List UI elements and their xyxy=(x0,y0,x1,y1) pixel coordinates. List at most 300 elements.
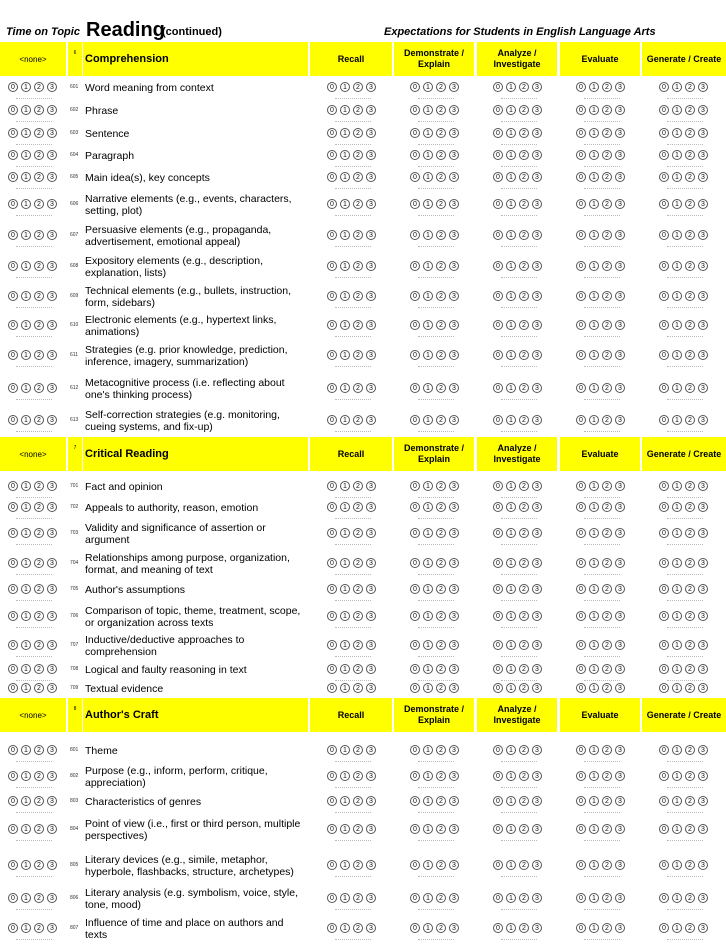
rating-option[interactable]: 2 xyxy=(34,150,44,160)
rating-option[interactable]: 2 xyxy=(602,771,612,781)
rating-option[interactable]: 0 xyxy=(493,150,503,160)
rating-option[interactable]: 0 xyxy=(659,150,669,160)
rating-option[interactable]: 1 xyxy=(423,923,433,933)
rating-option[interactable]: 3 xyxy=(47,528,57,538)
rating-option[interactable]: 1 xyxy=(423,824,433,834)
rating-option[interactable]: 3 xyxy=(449,350,459,360)
rating-option[interactable]: 2 xyxy=(519,923,529,933)
rating-option[interactable]: 3 xyxy=(698,105,708,115)
rating-option[interactable]: 3 xyxy=(532,584,542,594)
rating-option[interactable]: 0 xyxy=(410,923,420,933)
rating-option[interactable]: 2 xyxy=(602,683,612,693)
rating-option[interactable]: 2 xyxy=(602,481,612,491)
rating-option[interactable]: 1 xyxy=(506,664,516,674)
rating-option[interactable]: 0 xyxy=(8,683,18,693)
rating-option[interactable]: 2 xyxy=(34,320,44,330)
rating-option[interactable]: 2 xyxy=(602,383,612,393)
rating-option[interactable]: 1 xyxy=(423,291,433,301)
rating-option[interactable]: 1 xyxy=(506,502,516,512)
rating-option[interactable]: 1 xyxy=(506,415,516,425)
rating-option[interactable]: 2 xyxy=(353,502,363,512)
rating-option[interactable]: 0 xyxy=(8,923,18,933)
rating-option[interactable]: 3 xyxy=(532,350,542,360)
rating-option[interactable]: 2 xyxy=(436,860,446,870)
rating-option[interactable]: 2 xyxy=(519,230,529,240)
rating-option[interactable]: 1 xyxy=(506,105,516,115)
rating-option[interactable]: 0 xyxy=(410,105,420,115)
rating-option[interactable]: 1 xyxy=(21,893,31,903)
rating-option[interactable]: 1 xyxy=(672,383,682,393)
rating-option[interactable]: 2 xyxy=(353,824,363,834)
rating-option[interactable]: 1 xyxy=(423,150,433,160)
rating-option[interactable]: 2 xyxy=(34,860,44,870)
rating-option[interactable]: 3 xyxy=(366,291,376,301)
rating-option[interactable]: 1 xyxy=(423,320,433,330)
rating-option[interactable]: 2 xyxy=(685,796,695,806)
rating-option[interactable]: 1 xyxy=(21,664,31,674)
rating-option[interactable]: 0 xyxy=(327,893,337,903)
rating-option[interactable]: 2 xyxy=(602,611,612,621)
rating-option[interactable]: 2 xyxy=(602,261,612,271)
rating-option[interactable]: 1 xyxy=(506,150,516,160)
rating-option[interactable]: 1 xyxy=(589,150,599,160)
rating-option[interactable]: 1 xyxy=(423,771,433,781)
rating-option[interactable]: 0 xyxy=(410,320,420,330)
rating-option[interactable]: 1 xyxy=(340,528,350,538)
rating-option[interactable]: 2 xyxy=(685,350,695,360)
rating-option[interactable]: 2 xyxy=(602,320,612,330)
rating-option[interactable]: 2 xyxy=(519,611,529,621)
rating-option[interactable]: 1 xyxy=(423,860,433,870)
rating-option[interactable]: 0 xyxy=(493,611,503,621)
rating-option[interactable]: 0 xyxy=(410,230,420,240)
rating-option[interactable]: 2 xyxy=(685,640,695,650)
rating-option[interactable]: 2 xyxy=(602,796,612,806)
rating-option[interactable]: 0 xyxy=(493,771,503,781)
rating-option[interactable]: 3 xyxy=(47,584,57,594)
rating-option[interactable]: 1 xyxy=(506,860,516,870)
rating-option[interactable]: 0 xyxy=(327,502,337,512)
rating-option[interactable]: 1 xyxy=(589,291,599,301)
rating-option[interactable]: 3 xyxy=(47,150,57,160)
rating-option[interactable]: 1 xyxy=(672,415,682,425)
rating-option[interactable]: 1 xyxy=(672,745,682,755)
rating-option[interactable]: 2 xyxy=(602,923,612,933)
rating-option[interactable]: 0 xyxy=(493,824,503,834)
rating-option[interactable]: 1 xyxy=(589,199,599,209)
rating-option[interactable]: 1 xyxy=(340,824,350,834)
rating-option[interactable]: 3 xyxy=(449,383,459,393)
rating-option[interactable]: 3 xyxy=(532,611,542,621)
rating-option[interactable]: 2 xyxy=(353,683,363,693)
rating-option[interactable]: 3 xyxy=(47,291,57,301)
rating-option[interactable]: 2 xyxy=(436,415,446,425)
rating-option[interactable]: 2 xyxy=(34,893,44,903)
rating-option[interactable]: 2 xyxy=(34,528,44,538)
rating-option[interactable]: 2 xyxy=(685,230,695,240)
rating-option[interactable]: 2 xyxy=(436,745,446,755)
rating-option[interactable]: 0 xyxy=(8,350,18,360)
rating-option[interactable]: 2 xyxy=(34,261,44,271)
rating-option[interactable]: 0 xyxy=(327,291,337,301)
rating-option[interactable]: 0 xyxy=(493,893,503,903)
rating-option[interactable]: 2 xyxy=(353,481,363,491)
rating-option[interactable]: 2 xyxy=(602,291,612,301)
rating-option[interactable]: 3 xyxy=(615,128,625,138)
rating-option[interactable]: 1 xyxy=(506,528,516,538)
rating-option[interactable]: 3 xyxy=(532,796,542,806)
rating-option[interactable]: 3 xyxy=(698,383,708,393)
rating-option[interactable]: 0 xyxy=(659,528,669,538)
rating-option[interactable]: 0 xyxy=(576,415,586,425)
rating-option[interactable]: 2 xyxy=(353,105,363,115)
rating-option[interactable]: 1 xyxy=(340,320,350,330)
rating-option[interactable]: 0 xyxy=(327,528,337,538)
rating-option[interactable]: 3 xyxy=(698,611,708,621)
rating-option[interactable]: 2 xyxy=(353,771,363,781)
rating-option[interactable]: 2 xyxy=(685,664,695,674)
rating-option[interactable]: 1 xyxy=(21,199,31,209)
rating-option[interactable]: 2 xyxy=(436,383,446,393)
rating-option[interactable]: 2 xyxy=(602,860,612,870)
rating-option[interactable]: 2 xyxy=(685,172,695,182)
rating-option[interactable]: 1 xyxy=(340,860,350,870)
rating-option[interactable]: 3 xyxy=(366,230,376,240)
rating-option[interactable]: 0 xyxy=(327,105,337,115)
rating-option[interactable]: 1 xyxy=(423,415,433,425)
rating-option[interactable]: 0 xyxy=(493,923,503,933)
rating-option[interactable]: 3 xyxy=(698,640,708,650)
rating-option[interactable]: 2 xyxy=(685,771,695,781)
rating-option[interactable]: 2 xyxy=(602,230,612,240)
rating-option[interactable]: 1 xyxy=(506,82,516,92)
rating-option[interactable]: 2 xyxy=(436,199,446,209)
rating-option[interactable]: 0 xyxy=(659,640,669,650)
rating-option[interactable]: 2 xyxy=(602,199,612,209)
rating-option[interactable]: 0 xyxy=(8,199,18,209)
rating-option[interactable]: 1 xyxy=(672,860,682,870)
rating-option[interactable]: 3 xyxy=(366,824,376,834)
rating-option[interactable]: 3 xyxy=(615,640,625,650)
rating-option[interactable]: 3 xyxy=(366,128,376,138)
rating-option[interactable]: 2 xyxy=(685,199,695,209)
rating-option[interactable]: 0 xyxy=(493,230,503,240)
rating-option[interactable]: 0 xyxy=(327,683,337,693)
rating-option[interactable]: 1 xyxy=(423,584,433,594)
rating-option[interactable]: 2 xyxy=(436,640,446,650)
rating-option[interactable]: 1 xyxy=(672,128,682,138)
rating-option[interactable]: 2 xyxy=(519,383,529,393)
rating-option[interactable]: 1 xyxy=(589,824,599,834)
rating-option[interactable]: 1 xyxy=(506,923,516,933)
rating-option[interactable]: 3 xyxy=(615,745,625,755)
rating-option[interactable]: 3 xyxy=(449,150,459,160)
rating-option[interactable]: 3 xyxy=(449,528,459,538)
rating-option[interactable]: 3 xyxy=(449,415,459,425)
rating-option[interactable]: 1 xyxy=(423,528,433,538)
rating-option[interactable]: 1 xyxy=(672,558,682,568)
rating-option[interactable]: 0 xyxy=(410,893,420,903)
rating-option[interactable]: 3 xyxy=(449,893,459,903)
rating-option[interactable]: 0 xyxy=(327,230,337,240)
rating-option[interactable]: 3 xyxy=(47,796,57,806)
rating-option[interactable]: 1 xyxy=(589,82,599,92)
rating-option[interactable]: 1 xyxy=(589,128,599,138)
rating-option[interactable]: 0 xyxy=(410,860,420,870)
rating-option[interactable]: 1 xyxy=(21,415,31,425)
rating-option[interactable]: 2 xyxy=(353,893,363,903)
rating-option[interactable]: 1 xyxy=(21,230,31,240)
rating-option[interactable]: 3 xyxy=(698,350,708,360)
rating-option[interactable]: 3 xyxy=(532,320,542,330)
rating-option[interactable]: 1 xyxy=(21,771,31,781)
rating-option[interactable]: 2 xyxy=(519,172,529,182)
rating-option[interactable]: 0 xyxy=(493,745,503,755)
rating-option[interactable]: 0 xyxy=(576,923,586,933)
rating-option[interactable]: 2 xyxy=(353,230,363,240)
rating-option[interactable]: 3 xyxy=(698,893,708,903)
rating-option[interactable]: 3 xyxy=(449,664,459,674)
rating-option[interactable]: 2 xyxy=(436,502,446,512)
rating-option[interactable]: 3 xyxy=(449,82,459,92)
rating-option[interactable]: 3 xyxy=(615,383,625,393)
rating-option[interactable]: 0 xyxy=(576,796,586,806)
rating-option[interactable]: 0 xyxy=(576,893,586,903)
rating-option[interactable]: 1 xyxy=(506,261,516,271)
rating-option[interactable]: 0 xyxy=(8,172,18,182)
rating-option[interactable]: 2 xyxy=(685,584,695,594)
rating-option[interactable]: 2 xyxy=(519,584,529,594)
rating-option[interactable]: 3 xyxy=(532,291,542,301)
rating-option[interactable]: 1 xyxy=(506,128,516,138)
rating-option[interactable]: 2 xyxy=(519,640,529,650)
rating-option[interactable]: 2 xyxy=(685,923,695,933)
rating-option[interactable]: 3 xyxy=(615,796,625,806)
rating-option[interactable]: 3 xyxy=(366,320,376,330)
rating-option[interactable]: 3 xyxy=(366,105,376,115)
rating-option[interactable]: 0 xyxy=(8,558,18,568)
rating-option[interactable]: 3 xyxy=(698,860,708,870)
rating-option[interactable]: 0 xyxy=(659,664,669,674)
rating-option[interactable]: 2 xyxy=(685,683,695,693)
rating-option[interactable]: 2 xyxy=(353,261,363,271)
rating-option[interactable]: 0 xyxy=(493,415,503,425)
rating-option[interactable]: 3 xyxy=(532,415,542,425)
rating-option[interactable]: 3 xyxy=(615,923,625,933)
rating-option[interactable]: 0 xyxy=(659,199,669,209)
rating-option[interactable]: 2 xyxy=(34,796,44,806)
rating-option[interactable]: 3 xyxy=(698,584,708,594)
rating-option[interactable]: 1 xyxy=(672,82,682,92)
rating-option[interactable]: 2 xyxy=(519,824,529,834)
rating-option[interactable]: 2 xyxy=(436,923,446,933)
rating-option[interactable]: 0 xyxy=(576,199,586,209)
rating-option[interactable]: 1 xyxy=(21,502,31,512)
rating-option[interactable]: 0 xyxy=(410,796,420,806)
rating-option[interactable]: 3 xyxy=(449,611,459,621)
rating-option[interactable]: 1 xyxy=(672,824,682,834)
rating-option[interactable]: 1 xyxy=(506,199,516,209)
rating-option[interactable]: 2 xyxy=(602,128,612,138)
rating-option[interactable]: 2 xyxy=(602,640,612,650)
rating-option[interactable]: 2 xyxy=(685,261,695,271)
rating-option[interactable]: 0 xyxy=(410,172,420,182)
rating-option[interactable]: 1 xyxy=(589,320,599,330)
rating-option[interactable]: 3 xyxy=(47,383,57,393)
rating-option[interactable]: 3 xyxy=(532,683,542,693)
rating-option[interactable]: 0 xyxy=(576,860,586,870)
rating-option[interactable]: 1 xyxy=(423,383,433,393)
rating-option[interactable]: 1 xyxy=(21,350,31,360)
rating-option[interactable]: 1 xyxy=(423,199,433,209)
rating-option[interactable]: 0 xyxy=(493,528,503,538)
rating-option[interactable]: 0 xyxy=(659,923,669,933)
rating-option[interactable]: 3 xyxy=(532,745,542,755)
rating-option[interactable]: 2 xyxy=(436,350,446,360)
rating-option[interactable]: 0 xyxy=(493,320,503,330)
rating-option[interactable]: 1 xyxy=(21,824,31,834)
rating-option[interactable]: 0 xyxy=(493,128,503,138)
rating-option[interactable]: 3 xyxy=(366,82,376,92)
rating-option[interactable]: 0 xyxy=(327,860,337,870)
rating-option[interactable]: 3 xyxy=(615,291,625,301)
rating-option[interactable]: 1 xyxy=(589,584,599,594)
rating-option[interactable]: 1 xyxy=(672,230,682,240)
rating-option[interactable]: 1 xyxy=(21,640,31,650)
rating-option[interactable]: 1 xyxy=(340,683,350,693)
rating-option[interactable]: 0 xyxy=(659,320,669,330)
rating-option[interactable]: 3 xyxy=(615,860,625,870)
rating-option[interactable]: 3 xyxy=(366,502,376,512)
rating-option[interactable]: 2 xyxy=(34,824,44,834)
rating-option[interactable]: 0 xyxy=(327,611,337,621)
rating-option[interactable]: 1 xyxy=(589,502,599,512)
rating-option[interactable]: 1 xyxy=(423,558,433,568)
rating-option[interactable]: 3 xyxy=(366,860,376,870)
rating-option[interactable]: 3 xyxy=(47,683,57,693)
rating-option[interactable]: 0 xyxy=(493,640,503,650)
rating-option[interactable]: 2 xyxy=(34,291,44,301)
rating-option[interactable]: 2 xyxy=(519,664,529,674)
rating-option[interactable]: 0 xyxy=(493,860,503,870)
rating-option[interactable]: 1 xyxy=(21,796,31,806)
rating-option[interactable]: 2 xyxy=(685,82,695,92)
rating-option[interactable]: 0 xyxy=(576,664,586,674)
rating-option[interactable]: 2 xyxy=(353,611,363,621)
rating-option[interactable]: 3 xyxy=(47,640,57,650)
rating-option[interactable]: 0 xyxy=(327,771,337,781)
rating-option[interactable]: 3 xyxy=(47,481,57,491)
rating-option[interactable]: 1 xyxy=(423,82,433,92)
rating-option[interactable]: 2 xyxy=(436,230,446,240)
rating-option[interactable]: 3 xyxy=(532,172,542,182)
rating-option[interactable]: 1 xyxy=(672,105,682,115)
rating-option[interactable]: 3 xyxy=(47,558,57,568)
rating-option[interactable]: 0 xyxy=(8,502,18,512)
rating-option[interactable]: 3 xyxy=(532,383,542,393)
rating-option[interactable]: 3 xyxy=(47,611,57,621)
rating-option[interactable]: 3 xyxy=(47,824,57,834)
rating-option[interactable]: 3 xyxy=(449,584,459,594)
rating-option[interactable]: 0 xyxy=(576,584,586,594)
rating-option[interactable]: 0 xyxy=(659,860,669,870)
rating-option[interactable]: 3 xyxy=(47,172,57,182)
rating-option[interactable]: 2 xyxy=(685,860,695,870)
rating-option[interactable]: 3 xyxy=(47,415,57,425)
rating-option[interactable]: 0 xyxy=(327,481,337,491)
rating-option[interactable]: 0 xyxy=(410,771,420,781)
rating-option[interactable]: 2 xyxy=(602,745,612,755)
rating-option[interactable]: 1 xyxy=(340,82,350,92)
rating-option[interactable]: 2 xyxy=(436,611,446,621)
rating-option[interactable]: 2 xyxy=(353,745,363,755)
rating-option[interactable]: 1 xyxy=(423,261,433,271)
rating-option[interactable]: 0 xyxy=(576,128,586,138)
rating-option[interactable]: 3 xyxy=(698,683,708,693)
rating-option[interactable]: 0 xyxy=(410,415,420,425)
rating-option[interactable]: 2 xyxy=(436,771,446,781)
rating-option[interactable]: 0 xyxy=(410,528,420,538)
rating-option[interactable]: 3 xyxy=(366,415,376,425)
rating-option[interactable]: 2 xyxy=(602,584,612,594)
rating-option[interactable]: 2 xyxy=(353,320,363,330)
rating-option[interactable]: 2 xyxy=(34,923,44,933)
rating-option[interactable]: 0 xyxy=(576,230,586,240)
rating-option[interactable]: 3 xyxy=(366,745,376,755)
rating-option[interactable]: 2 xyxy=(602,664,612,674)
rating-option[interactable]: 2 xyxy=(34,415,44,425)
rating-option[interactable]: 2 xyxy=(519,128,529,138)
rating-option[interactable]: 3 xyxy=(47,105,57,115)
rating-option[interactable]: 2 xyxy=(519,199,529,209)
rating-option[interactable]: 3 xyxy=(532,502,542,512)
rating-option[interactable]: 2 xyxy=(436,893,446,903)
rating-option[interactable]: 1 xyxy=(672,291,682,301)
rating-option[interactable]: 1 xyxy=(423,105,433,115)
rating-option[interactable]: 1 xyxy=(589,745,599,755)
rating-option[interactable]: 3 xyxy=(366,611,376,621)
rating-option[interactable]: 0 xyxy=(659,415,669,425)
rating-option[interactable]: 2 xyxy=(34,558,44,568)
rating-option[interactable]: 0 xyxy=(8,771,18,781)
rating-option[interactable]: 3 xyxy=(698,923,708,933)
rating-option[interactable]: 1 xyxy=(589,893,599,903)
rating-option[interactable]: 0 xyxy=(8,230,18,240)
rating-option[interactable]: 3 xyxy=(366,199,376,209)
rating-option[interactable]: 1 xyxy=(423,664,433,674)
rating-option[interactable]: 0 xyxy=(659,172,669,182)
rating-option[interactable]: 0 xyxy=(410,128,420,138)
rating-option[interactable]: 0 xyxy=(659,481,669,491)
rating-option[interactable]: 0 xyxy=(493,502,503,512)
rating-option[interactable]: 1 xyxy=(589,383,599,393)
none-option-header[interactable]: <none> xyxy=(0,42,66,76)
rating-option[interactable]: 3 xyxy=(698,82,708,92)
rating-option[interactable]: 3 xyxy=(47,860,57,870)
rating-option[interactable]: 0 xyxy=(576,481,586,491)
rating-option[interactable]: 3 xyxy=(366,796,376,806)
rating-option[interactable]: 3 xyxy=(615,150,625,160)
rating-option[interactable]: 1 xyxy=(672,172,682,182)
rating-option[interactable]: 3 xyxy=(47,502,57,512)
rating-option[interactable]: 0 xyxy=(493,172,503,182)
rating-option[interactable]: 0 xyxy=(576,350,586,360)
rating-option[interactable]: 3 xyxy=(698,481,708,491)
rating-option[interactable]: 3 xyxy=(615,664,625,674)
rating-option[interactable]: 1 xyxy=(506,383,516,393)
rating-option[interactable]: 1 xyxy=(589,105,599,115)
rating-option[interactable]: 0 xyxy=(410,383,420,393)
